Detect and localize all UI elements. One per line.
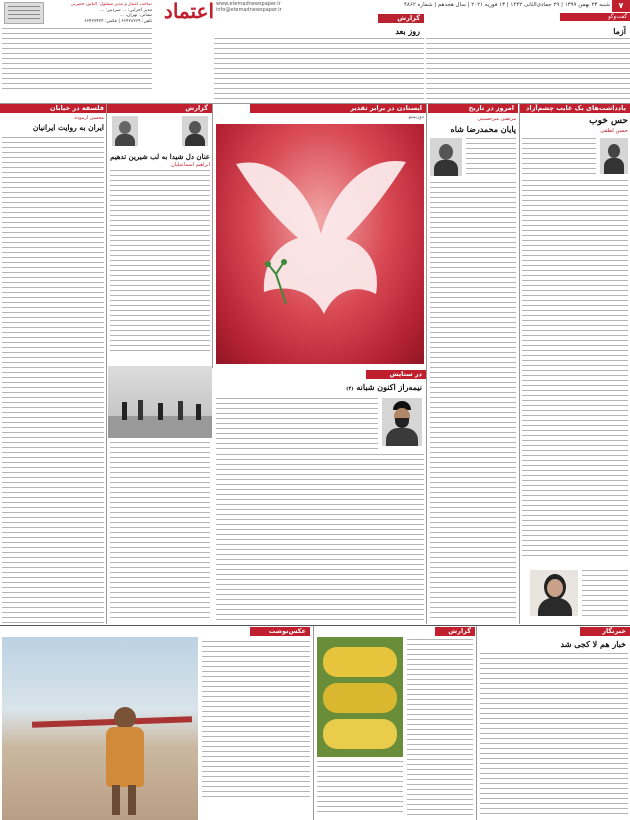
mid-left-column [108,104,212,356]
staff-line: نشانی: تهران، ... [119,13,152,18]
author-photo-right [600,138,628,174]
top-mid-title: روز بعد [395,26,420,36]
top-left-title: آزما [613,26,626,36]
author-photo-mid-2 [112,116,138,146]
bottom-mid-section: گزارش [435,627,475,636]
top-section-header: گفت‌وگو [560,13,630,21]
bananas-photo [317,637,403,757]
lower-mid-column [214,370,426,624]
child-photo [2,637,198,820]
bottom-right-section: خبرنگار [580,627,630,636]
top-right-block [426,14,630,100]
lower-mid-title [222,382,422,392]
right-author: حسن لطفی [600,128,628,134]
far-left-author: محسن آزموده [74,115,104,121]
lower-left-body [108,440,212,624]
staff-line: صاحب امتیاز و مدیر مسئول: الیاس حضرتی [70,2,152,7]
center-title: پایان محمدرضا شاه [450,124,516,134]
bottom-right-title: خبار هم لا کجی شد [560,639,626,649]
masthead-thumbnail [4,2,44,24]
author-photo-mid-1 [182,116,208,146]
section-far-left: فلسفه در خیابان [0,104,108,113]
woman-portrait [530,570,578,616]
masthead-website[interactable]: www.etemadnewspaper.ir [216,1,281,7]
masthead-logo: اعتماد [163,0,214,22]
lower-mid-section: در ستایش [366,370,426,379]
lower-mid-title-text: نیمه‌راز اکنون شبانه [356,382,422,392]
cleric-photo [382,398,422,446]
author-photo-center [430,138,462,176]
mid-left-title: عنان دل شیدا به لب شیرین تدهیم [110,152,210,161]
center-feature [214,114,426,368]
mid-left-author: ابراهیم اسماعیلیان [171,162,210,168]
bottom-right-block [478,627,630,820]
top-mid-section: گزارش [378,14,424,23]
staff-line: مدیر اجرایی: ... سردبیر: ... [100,7,152,13]
right-title: حس خوب [589,116,628,126]
center-column [428,114,518,624]
section-remembrance: یادداشت‌های یک غایب چشم‌آزاد [520,104,630,113]
center-byline: دوربینتو [408,114,424,120]
top-left-body [2,28,152,92]
mid-left-section: گزارش [108,104,212,113]
dove-illustration [216,124,424,364]
right-column [520,114,630,624]
masthead-date: شنبه ۲۳ بهمن ۱۳۹۹ | ۲۹ جمادی‌الثانی ۱۴۴۲ | ۱۳ فوریه ۲۰۲۱ | سال هجدهم | شماره ۴۸۶۲ [403,2,610,8]
runners-photo [108,366,212,438]
far-left-title: ایران به روایت ایرانیان [32,123,104,132]
page-number-badge: ۷ [612,0,630,12]
center-sub: مرتضی میرحسینی [477,116,516,122]
photo-story-label: عکس‌نوشت [250,627,310,636]
lower-mid-title-sup: (۴) [346,386,354,392]
dove-icon [216,124,424,364]
masthead-email[interactable]: info@etemadnewspaper.ir [216,7,282,13]
section-today-history: امروز در تاریخ [428,104,518,113]
bottom-left-photo-block [0,627,312,820]
bottom-mid-block [315,627,475,820]
staff-box [46,2,152,26]
far-left-column [0,113,106,625]
top-mid-block [214,14,424,100]
staff-line: تلفن: ۶۶۴۲۸۲۶۹ | فکس: ۶۶۴۲۷۴۲۴ [84,18,152,24]
section-center-banner: ایستادن در برابر تقدیر [250,104,426,113]
